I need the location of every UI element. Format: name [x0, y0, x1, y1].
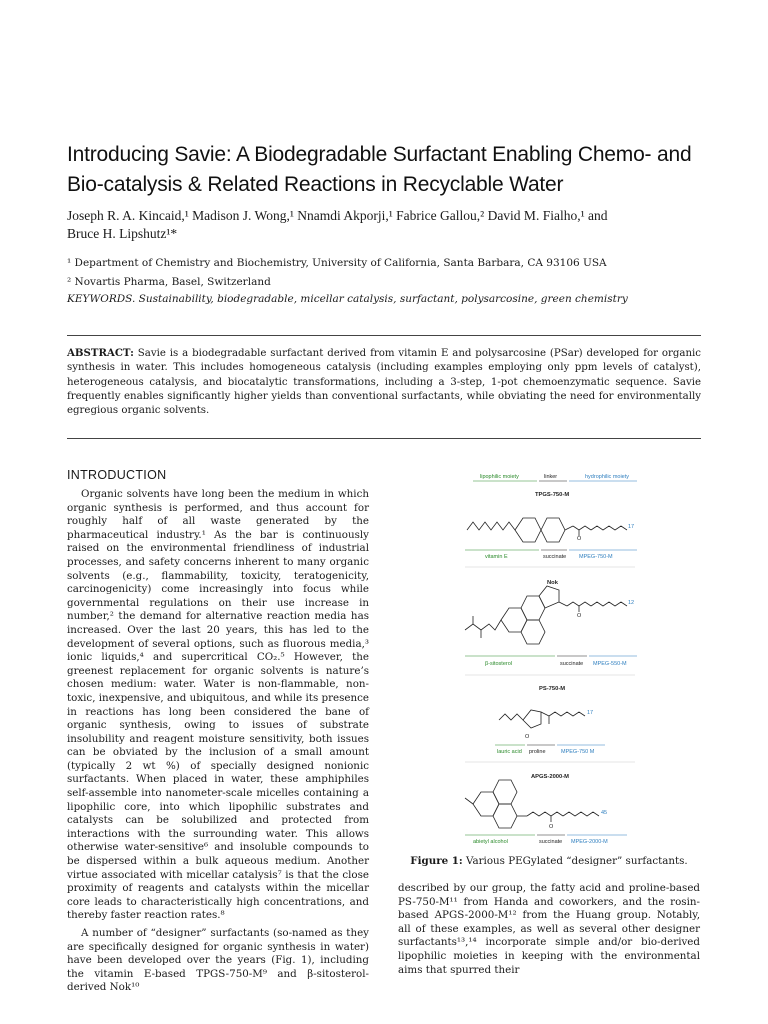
ps-hydro: MPEG-750 M [561, 749, 595, 755]
nok-linker: succinate [560, 661, 584, 667]
nok-structure [465, 586, 627, 644]
affiliation-1: ¹ Department of Chemistry and Biochemistry, University of California, Santa Barbara, CA 93106 USA [67, 257, 607, 269]
panel-name-ps: PS-750-M [539, 686, 566, 692]
figure-1-caption [398, 855, 700, 867]
nok-n: 12 [628, 600, 635, 606]
right-paragraph: described by our group, the fatty acid and proline-based PS-750-M¹¹ from Handa and coworkers, and the rosin-based APGS-2000-M¹² from the Huang group. Notably, all of these examples, as well as several other designer surfactants¹³,¹⁴ incorporate simple and/or bio-derived lipophilic moieties in keeping with the environmental aims that spurred their [398, 882, 700, 976]
legend-lipophilic: lipophilic moiety [480, 474, 519, 480]
left-column [67, 488, 369, 995]
tpgs-hydro: MPEG-750-M [579, 554, 613, 560]
right-column [398, 882, 700, 977]
panel-name-nok: Nok [547, 580, 558, 586]
intro-paragraph-1: Organic solvents have long been the medium in which organic synthesis is performed, and thus account for roughly half of all waste generated by the pharmaceutical industry.¹ As the bar is continuously raised on the environmental friendliness of industrial processes, and safety concerns inherent to many organic solvents (e.g., flammability, toxicity, teratogenicity, carcinogenicity) come increasingly into focus while governmental regulations on their use increase in number,² the demand for alternative reaction media has increased. Over the last 20 years, this has led to the development of several options, such as fluorous media,³ ionic liquids,⁴ and supercritical CO₂.⁵ However, the greenest replacement for organic solvents is nature’s chosen medium: water. Water is non-flammable, non-toxic, inexpensive, and ubiquitous, and while its presence in reactions has long been considered the bane of organic synthesis, owing to issues of substrate insolubility and reagent moisture sensitivity, both issues can be obviated by the inclusion of a small amount (typically 2 wt %) of specially designed nonionic surfactants. When placed in water, these amphiphiles self-assemble into nanometer-scale micelles containing a lipophilic core, into which lipophilic substrates and catalysts can be solubilized and protected from interactions with the surrounding water. This allows otherwise water-sensitive⁶ and insoluble compounds to be dispersed within a bulk aqueous medium. Another virtue associated with micellar catalysis⁷ is that the close proximity of reagents and catalysts within the micellar core leads to characteristically high concentrations, and thereby faster reaction rates.⁸ [67, 488, 369, 922]
surfactant-structures-figure [455, 470, 645, 846]
figure-1 [455, 470, 645, 846]
paper-title [67, 140, 727, 200]
svg-text:O: O [577, 613, 582, 619]
apgs-lipo: abietyl alcohol [473, 839, 508, 845]
nok-lipo: β-sitosterol [485, 661, 513, 667]
intro-paragraph-2: A number of “designer” surfactants (so-named as they are specifically designed for organic synthesis in water) have been developed over the years (Fig. 1), including the vitamin E-based TPGS-750-M⁹ and β-sitosterol-derived Nok¹⁰ [67, 927, 369, 994]
figure-caption-text: Various PEGylated “designer” surfactants. [462, 855, 688, 867]
ps-structure [499, 710, 585, 728]
apgs-linker: succinate [539, 839, 563, 845]
abstract-box [67, 335, 701, 439]
panel-name-tpgs: TPGS-750-M [535, 492, 570, 498]
apgs-hydro: MPEG-2000-M [571, 839, 608, 845]
tpgs-lipo: vitamin E [485, 554, 508, 560]
svg-text:O: O [577, 536, 582, 542]
apgs-n: 45 [601, 810, 608, 816]
affiliation-2: ² Novartis Pharma, Basel, Switzerland [67, 276, 271, 288]
authors-line-1: Joseph R. A. Kincaid,¹ Madison J. Wong,¹ Nnamdi Akporji,¹ Fabrice Gallou,² David M. Fialho,¹ and [67, 208, 608, 223]
title-line-1: Introducing Savie: A Biodegradable Surfactant Enabling Chemo- and [67, 143, 692, 166]
tpgs-structure [467, 518, 627, 542]
title-line-2: Bio-catalysis & Related Reactions in Recyclable Water [67, 173, 564, 196]
abstract-label: ABSTRACT: [67, 347, 134, 359]
legend-linker: linker [544, 474, 558, 480]
figure-caption-label: Figure 1: [410, 855, 463, 867]
svg-text:O: O [549, 824, 554, 830]
author-list [67, 207, 707, 243]
legend-hydrophilic: hydrophilic moiety [585, 474, 630, 480]
nok-hydro: MPEG-550-M [593, 661, 627, 667]
apgs-structure [465, 780, 599, 828]
ps-lipo: lauric acid [497, 749, 522, 755]
ps-linker: proline [529, 749, 546, 755]
section-heading-introduction: INTRODUCTION [67, 468, 167, 482]
keywords: KEYWORDS. Sustainability, biodegradable, micellar catalysis, surfactant, polysarcosine, green chemistry [67, 293, 628, 305]
authors-line-2: Bruce H. Lipshutz¹* [67, 226, 178, 241]
panel-name-apgs: APGS-2000-M [531, 774, 570, 780]
svg-text:O: O [525, 734, 530, 740]
tpgs-n: 17 [628, 524, 635, 530]
tpgs-linker: succinate [543, 554, 567, 560]
abstract-text: Savie is a biodegradable surfactant derived from vitamin E and polysarcosine (PSar) developed for organic synthesis in water. This includes homogeneous catalysis (including examples employing only ppm levels of catalyst), heterogeneous catalysis, and biocatalytic transformations, including a 3-step, 1-pot chemoenzymatic sequence. Savie frequently enables significantly higher yields than conventional surfactants, while obviating the need for environmentally egregious organic solvents. [67, 348, 701, 417]
ps-n: 17 [587, 710, 594, 716]
